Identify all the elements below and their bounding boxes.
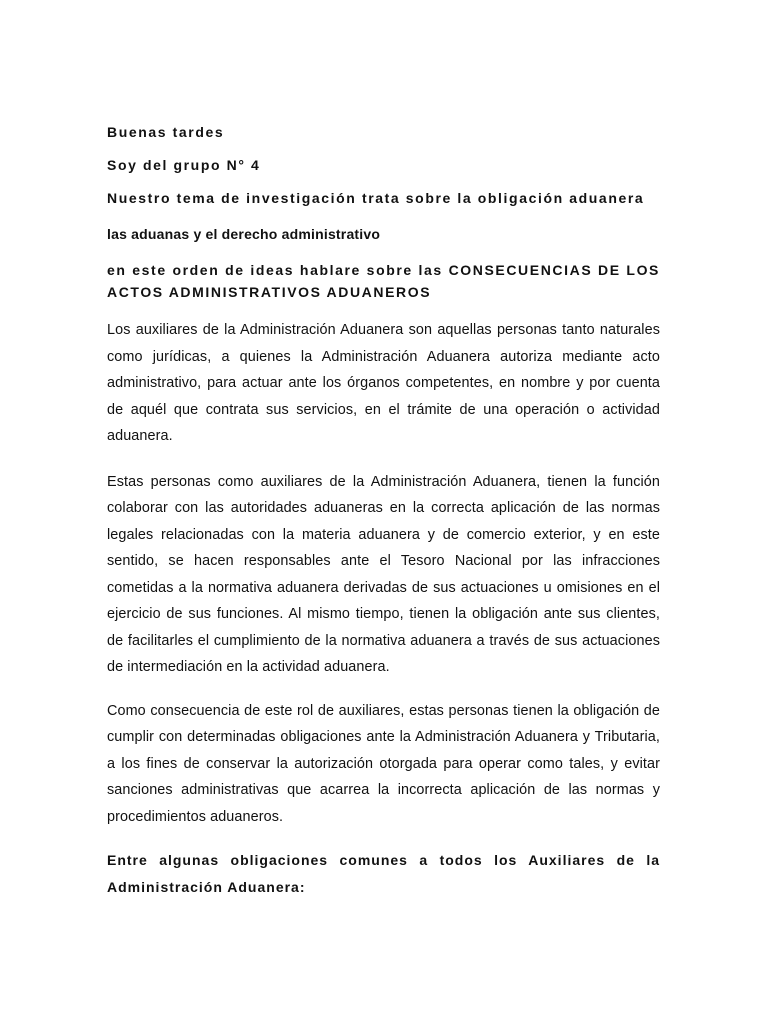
paragraph-consecuencia-rol: Como consecuencia de este rol de auxiliares, estas personas tienen la obligación de cumplir con determinadas obligaciones ante la Administración Aduanera y Tributaria, a los fines de conservar la autorización otorgada para operar como tales, y evitar sanciones administrativas que acarrea la incorrecta aplicación de las normas y procedimientos aduaneros. (107, 702, 660, 825)
topic-line: Nuestro tema de investigación trata sobre la obligación aduanera (107, 190, 645, 206)
section-heading: en este orden de ideas hablare sobre las CONSECUENCIAS DE LOS ACTOS ADMINISTRATIVOS ADUANEROS (107, 262, 660, 300)
group-line: Soy del grupo N° 4 (107, 157, 261, 173)
subtopic-line: las aduanas y el derecho administrativo (107, 226, 381, 242)
greeting: Buenas tardes (107, 124, 225, 140)
document-page (107, 121, 660, 901)
closing-heading: Entre algunas obligaciones comunes a todos los Auxiliares de la Administración Aduanera: (107, 852, 660, 895)
paragraph-auxiliares-funcion: Estas personas como auxiliares de la Administración Aduanera, tienen la función colaborar con las autoridades aduaneras en la correcta aplicación de las normas legales relacionadas con la materia aduanera y de comercio exterior, y en este sentido, se hacen responsables ante el Tesoro Nacional por las infracciones cometidas a la normativa aduanera derivadas de sus actuaciones u omisiones en el ejercicio de sus funciones. Al mismo tiempo, tienen la obligación ante sus clientes, de facilitarles el cumplimiento de la normativa aduanera a través de sus actuaciones de intermediación en la actividad aduanera. (107, 473, 660, 675)
paragraph-auxiliares-definicion: Los auxiliares de la Administración Aduanera son aquellas personas tanto naturales como jurídicas, a quienes la Administración Aduanera autoriza mediante acto administrativo, para actuar ante los órganos competentes, en nombre y por cuenta de aquél que contrata sus servicios, en el trámite de una operación o actividad aduanera. (107, 322, 660, 444)
